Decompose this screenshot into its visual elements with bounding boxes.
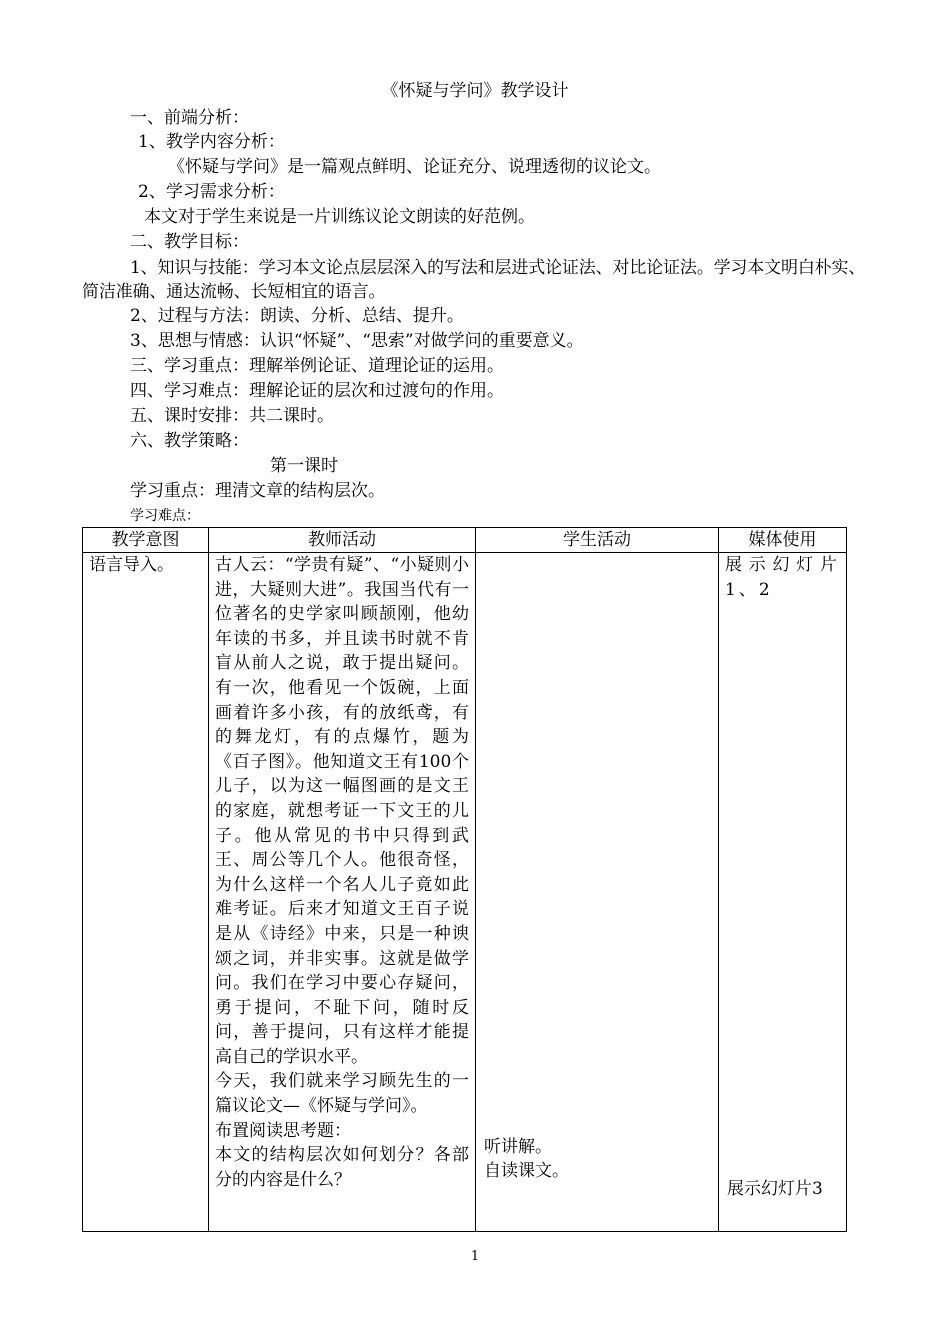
lesson-difficulty: 学习难点： [130, 508, 200, 524]
section-heading-goals: 二、教学目标： [130, 232, 249, 252]
media-slides-1-2: 展示幻灯片1、2 [725, 555, 840, 600]
teacher-paragraph-question: 本文的结构层次如何划分？各部分的内容是什么？ [215, 1145, 469, 1190]
student-activity-listen: 听讲解。 [484, 1137, 552, 1157]
teacher-paragraph-intro: 今天，我们就来学习顾先生的一篇议论文—《怀疑与学问》。 [215, 1071, 469, 1117]
header-teacher: 教师活动 [209, 528, 476, 553]
table-row [83, 553, 847, 1232]
page-number: 1 [470, 1249, 480, 1264]
section-heading-analysis: 一、前端分析： [130, 108, 249, 128]
subheading-content-analysis: 1、教学内容分析： [138, 132, 285, 152]
header-media: 媒体使用 [719, 528, 847, 553]
content-analysis-text: 《怀疑与学问》是一篇观点鲜明、论证充分、说理透彻的议论文。 [168, 157, 661, 177]
subheading-needs-analysis: 2、学习需求分析： [138, 182, 285, 202]
section-key-points: 三、学习重点：理解举例论证、道理论证的运用。 [130, 356, 504, 376]
teacher-paragraph-story: 古人云：“学贵有疑”、“小疑则小进，大疑则大进”。我国当代有一位著名的史学家叫顾颉刚，他幼年读的书多，并且读书时就不肯盲从前人之说，敢于提出疑问。有一次，他看见一个饭碗，上面画着许多小孩，有的放纸鸢，有的舞龙灯，有的点爆竹，题为《百子图》。他知道文王有100个儿子，以为这一幅图画的是文王的家庭，就想考证一下文王的儿子。他从常见的书中只得到武王、周公等几个人。他很奇怪，为什么这样一个名人儿子竟如此难考证。后来才知道文王百子说是从《诗经》中来，只是一种谀颂之词，并非实事。这就是做学问。我们在学习中要心存疑问，勇于提问，不耻下问，随时反问，善于提问，只有这样才能提高自己的学识水平。 [215, 555, 469, 1067]
teacher-paragraph-assign: 布置阅读思考题： [215, 1120, 351, 1141]
lesson-heading: 第一课时 [270, 456, 338, 476]
cell-intent [83, 553, 209, 1232]
cell-student [476, 553, 719, 1232]
page-title: 《怀疑与学问》教学设计 [381, 81, 569, 101]
cell-teacher [209, 553, 476, 1232]
header-intent: 教学意图 [83, 528, 209, 553]
lesson-plan-table [82, 527, 847, 1232]
goal-knowledge: 1、知识与技能：学习本文论点层层深入的写法和层进式论证法、对比论证法。学习本文明白朴实、简洁准确、通达流畅、长短相宜的语言。 [82, 258, 866, 302]
intent-text: 语言导入。 [89, 555, 174, 575]
needs-analysis-text: 本文对于学生来说是一片训练议论文朗读的好范例。 [144, 207, 535, 227]
section-strategy: 六、教学策略： [130, 431, 249, 451]
section-difficulties: 四、学习难点：理解论证的层次和过渡句的作用。 [130, 381, 504, 401]
media-slide-3: 展示幻灯片3 [727, 1179, 823, 1199]
section-schedule: 五、课时安排：共二课时。 [130, 406, 334, 426]
goal-emotion: 3、思想与情感：认识“怀疑”、“思索”对做学问的重要意义。 [130, 331, 584, 351]
header-student: 学生活动 [476, 528, 719, 553]
goal-process: 2、过程与方法：朗读、分析、总结、提升。 [130, 306, 464, 326]
table-header-row [83, 528, 847, 553]
cell-media [719, 553, 847, 1232]
lesson-focus: 学习重点：理清文章的结构层次。 [130, 481, 385, 501]
student-activity-read: 自读课文。 [484, 1161, 569, 1181]
